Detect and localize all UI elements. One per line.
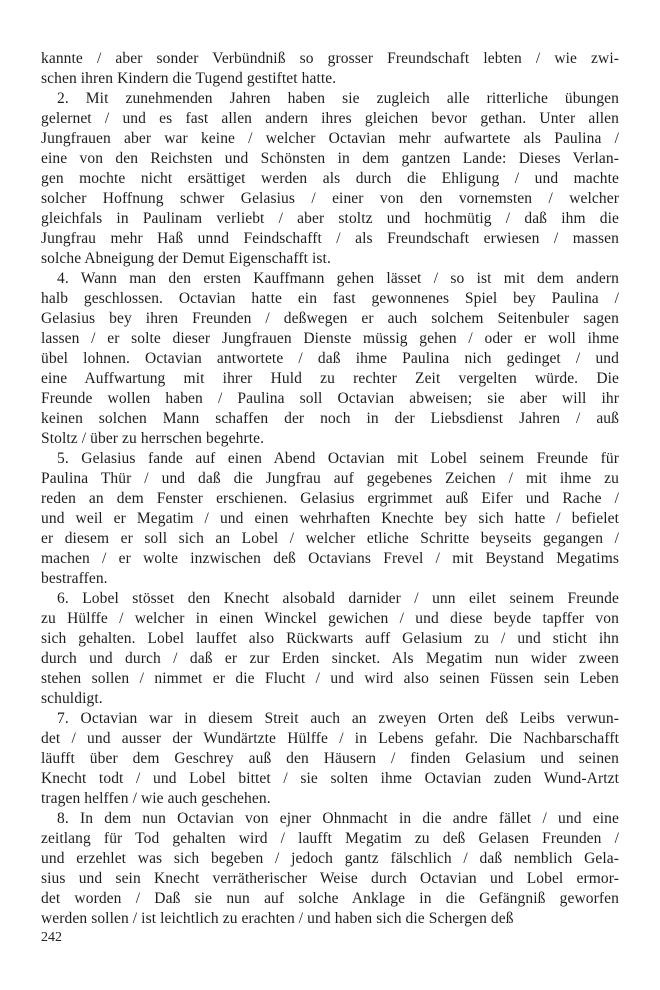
page-text <box>41 49 619 929</box>
text-line: und weil er Megatim / und einen wehrhaften Knechte bey sich hatte / befielet <box>41 510 619 527</box>
text-line: Knecht todt / und Lobel bittet / sie solten ihme Octavian zuden Wund-Artzt <box>41 770 619 787</box>
paragraph <box>41 709 619 809</box>
page-number: 242 <box>41 930 62 945</box>
text-line: übel lohnen. Octavian antwortete / daß ihme Paulina nich gedinget / und <box>41 350 619 367</box>
text-line: 4. Wann man den ersten Kauffmann gehen lässet / so ist mit dem andern <box>57 270 619 287</box>
text-line: eine Auffwartung mit ihrer Huld zu rechter Zeit vergelten würde. Die <box>41 370 619 387</box>
text-line: läufft über dem Geschrey auß den Häusern / finden Gelasium und seinen <box>41 750 619 767</box>
text-line: und erzehlet was sich begeben / jedoch gantz fälschlich / daß nemblich Gela- <box>41 850 619 867</box>
text-line: machen / er wolte inzwischen deß Octavians Frevel / mit Beystand Megatims <box>41 550 619 567</box>
paragraph <box>41 589 619 709</box>
text-line: solcher Hoffnung schwer Gelasius / einer von den vornemsten / welcher <box>41 190 619 207</box>
text-line: Jungfrauen aber war keine / welcher Octavian mehr aufwartete als Paulina / <box>41 130 619 147</box>
text-line: keinen solchen Mann schaffen der noch in der Liebsdienst Jahren / auß <box>41 410 619 427</box>
text-line: 5. Gelasius fande auf einen Abend Octavian mit Lobel seinem Freunde für <box>57 450 619 467</box>
text-line: durch und durch / daß er zur Erden sincket. Als Megatim nun wider zween <box>41 650 619 667</box>
text-line: werden sollen / ist leichtlich zu erachten / und haben sich die Schergen deß <box>41 910 514 927</box>
text-line: er diesem er soll sich an Lobel / welcher etliche Schritte beyseits gegangen / <box>41 530 619 547</box>
text-line: 6. Lobel stösset den Knecht alsobald darnider / unn eilet seinem Freunde <box>57 590 619 607</box>
text-line: gleichfals in Paulinam verliebt / aber stoltz und hochmütig / daß ihm die <box>41 210 619 227</box>
text-line: schen ihren Kindern die Tugend gestiftet hatte. <box>41 70 337 87</box>
text-line: det worden / Daß sie nun auf solche Anklage in die Gefängniß geworfen <box>41 890 619 907</box>
text-line: solche Abneigung der Demut Eigenschafft ist. <box>41 250 331 267</box>
text-line: 2. Mit zunehmenden Jahren haben sie zugleich alle ritterliche übungen <box>57 90 619 107</box>
paragraph <box>41 449 619 589</box>
paragraph <box>41 49 619 89</box>
text-line: sius und sein Knecht verrätherischer Weise durch Octavian und Lobel ermor- <box>41 870 619 887</box>
text-line: Paulina Thür / und daß die Jungfrau auf gegebenes Zeichen / mit ihme zu <box>41 470 619 487</box>
text-line: sich gehalten. Lobel lauffet also Rückwarts auff Gelasium zu / und sticht ihn <box>41 630 619 647</box>
text-line: halb geschlossen. Octavian hatte ein fast gewonnenes Spiel bey Paulina / <box>41 290 619 307</box>
text-line: 8. In dem nun Octavian von ejner Ohnmacht in die andre fället / und eine <box>57 810 619 827</box>
text-line: det / und ausser der Wundärtzte Hülffe / in Lebens gefahr. Die Nachbarschafft <box>41 730 619 747</box>
text-line: kannte / aber sonder Verbündniß so grosser Freundschaft lebten / wie zwi- <box>41 50 619 67</box>
text-line: Gelasius bey ihren Freunden / deßwegen er auch solchem Seitenbuler sagen <box>41 310 619 327</box>
text-line: eine von den Reichsten und Schönsten in dem gantzen Lande: Dieses Verlan- <box>41 150 619 167</box>
text-line: Freunde wollen haben / Paulina soll Octavian abweisen; sie aber will ihr <box>41 390 619 407</box>
text-line: 7. Octavian war in diesem Streit auch an zweyen Orten deß Leibs verwun- <box>57 710 619 727</box>
text-line: Stoltz / über zu herrschen begehrte. <box>41 430 265 447</box>
paragraph <box>41 809 619 929</box>
paragraph <box>41 89 619 269</box>
text-line: lassen / er solte dieser Jungfrauen Dienste müssig gehen / oder er woll ihme <box>41 330 619 347</box>
paragraph <box>41 269 619 449</box>
text-line: reden an dem Fenster erschienen. Gelasius ergrimmet auß Eifer und Rache / <box>41 490 619 507</box>
text-line: gen mochte nicht ersättiget werden als durch die Ehligung / und machte <box>41 170 619 187</box>
text-line: gelernet / und es fast allen andern ihres gleichen bevor gethan. Unter allen <box>41 110 619 127</box>
text-line: Jungfrau mehr Haß unnd Feindschafft / als Freundschaft erwiesen / massen <box>41 230 619 247</box>
text-line: tragen helffen / wie auch geschehen. <box>41 790 271 807</box>
text-line: zeitlang für Tod gehalten wird / laufft Megatim zu deß Gelasen Freunden / <box>41 830 619 847</box>
text-line: schuldigt. <box>41 690 103 707</box>
text-line: stehen sollen / nimmet er die Flucht / und wird also seinen Füssen sein Leben <box>41 670 619 687</box>
text-line: bestraffen. <box>41 570 108 587</box>
text-line: zu Hülffe / welcher in einen Winckel gewichen / und diese beyde tapffer von <box>41 610 619 627</box>
